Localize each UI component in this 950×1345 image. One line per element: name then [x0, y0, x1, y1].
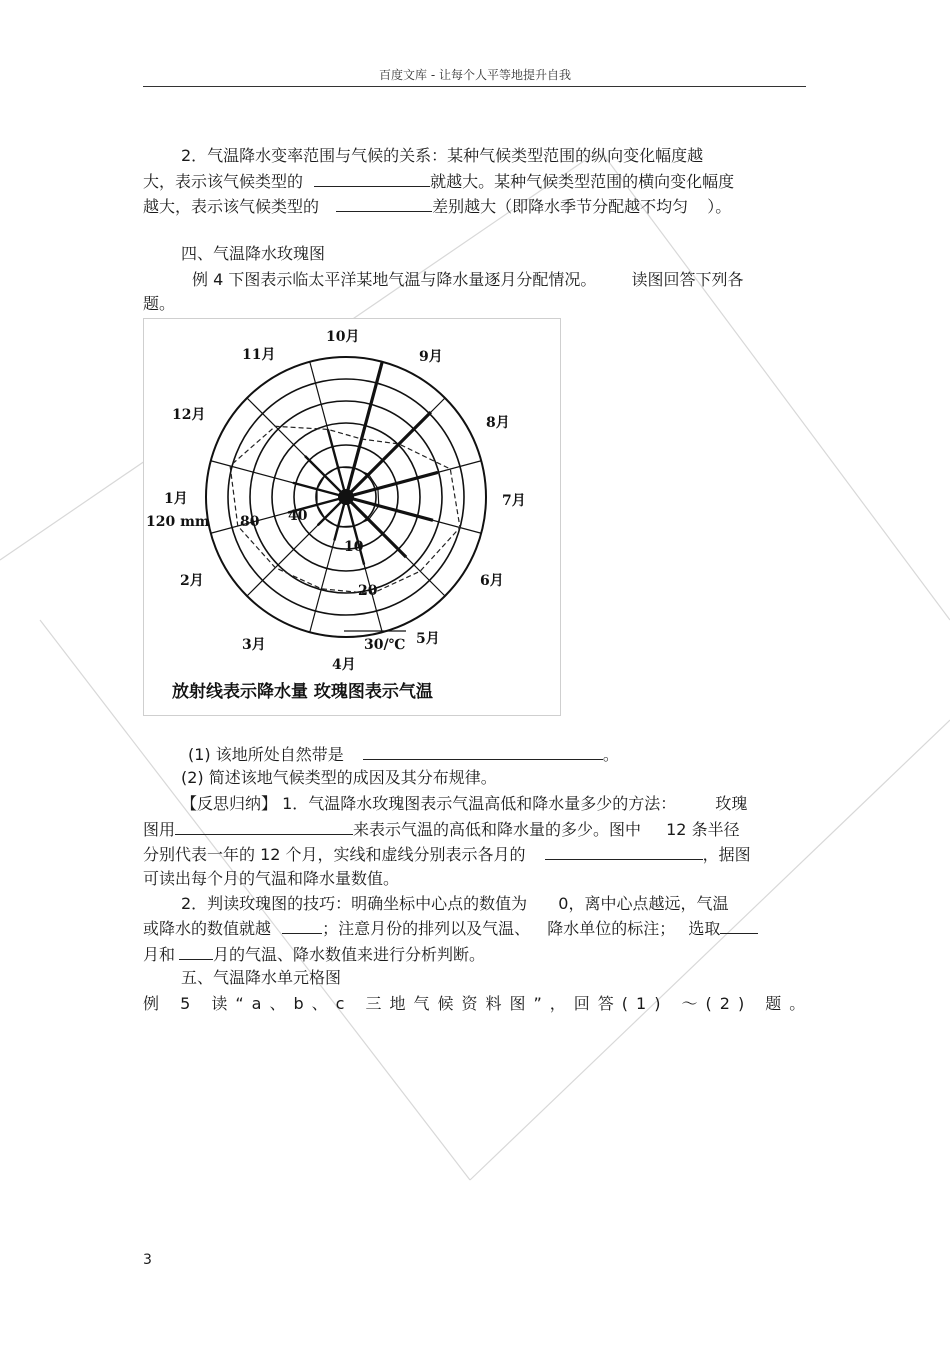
example5: 例 5 读“a、b、c 三地气候资料图”，回答(1) ～(2) 题。 [143, 994, 814, 1013]
question-2: (2) 简述该地气候类型的成因及其分布规律。 [181, 768, 497, 787]
example4-line1: 例 4 下图表示临太平洋某地气温与降水量逐月分配情况。 读图回答下列各 [192, 270, 744, 289]
reflection-line6: 或降水的数值就越 ；注意月份的排列以及气温、 降水单位的标注； 选取 [143, 918, 758, 939]
precip-label-40: 40 [288, 508, 308, 524]
blank-field[interactable] [720, 918, 758, 934]
blank-field[interactable] [282, 918, 322, 934]
month-label-9: 9月 [419, 349, 443, 365]
rose-chart-figure [143, 318, 561, 716]
blank-field[interactable] [363, 744, 603, 760]
month-label-7: 7月 [502, 493, 526, 509]
blank-field[interactable] [314, 171, 430, 187]
header-rule [143, 86, 806, 87]
month-label-1: 1月 [164, 491, 188, 507]
chart-caption: 放射线表示降水量 玫瑰图表示气温 [172, 682, 433, 702]
section5-title: 五、气温降水单元格图 [181, 968, 342, 987]
question-1: (1) 该地所处自然带是 。 [188, 745, 619, 764]
reflection-line7: 月和 月的气温、降水数值来进行分析判断。 [143, 945, 486, 964]
reflection-line3: 分别代表一年的 12 个月，实线和虚线分别表示各月的 ，据图 [143, 845, 751, 864]
blank-field[interactable] [179, 944, 213, 960]
month-label-5: 5月 [416, 631, 440, 647]
blank-field[interactable] [545, 844, 703, 860]
temp-label-10: 10 [344, 539, 364, 555]
temp-label-30: 30/℃ [364, 637, 406, 653]
month-label-10: 10月 [326, 329, 360, 345]
example4-line2: 题。 [143, 294, 176, 313]
blank-field[interactable] [336, 196, 432, 212]
rose-chart [144, 319, 560, 715]
section4-title: 四、气温降水玫瑰图 [181, 244, 326, 263]
month-label-6: 6月 [480, 573, 504, 589]
page-header: 百度文库 - 让每个人平等地提升自我 [379, 68, 571, 82]
reflection-line5: 2．判读玫瑰图的技巧：明确坐标中心点的数值为 0，离中心点越远，气温 [181, 894, 729, 913]
reflection-line1: 【反思归纳】 1．气温降水玫瑰图表示气温高低和降水量多少的方法： 玫瑰 [181, 794, 748, 813]
page-number: 3 [143, 1252, 152, 1268]
reflection-line4: 可读出每个月的气温和降水量数值。 [143, 869, 400, 888]
temp-label-20: 20 [358, 583, 378, 599]
month-label-4: 4月 [332, 657, 356, 673]
precip-label-120: 120 mm [146, 514, 210, 530]
month-label-11: 11月 [242, 347, 276, 363]
temperature-rose-dashed [230, 426, 460, 593]
month-label-12: 12月 [172, 407, 206, 423]
precip-label-80: 80 [240, 514, 260, 530]
month-label-3: 3月 [242, 637, 266, 653]
para2-line3: 越大，表示该气候类型的 差别越大（即降水季节分配越不均匀 ）。 [143, 197, 732, 216]
reflection-line2: 图用 来表示气温的高低和降水量的多少。图中 12 条半径 [143, 820, 740, 839]
center-hub [338, 489, 354, 505]
para2-line2: 大，表示该气候类型的 就越大。某种气候类型范围的横向变化幅度 [143, 172, 735, 191]
blank-field[interactable] [175, 819, 353, 835]
month-label-2: 2月 [180, 573, 204, 589]
para2-line1: 2．气温降水变率范围与气候的关系：某种气候类型范围的纵向变化幅度越 [181, 146, 704, 165]
month-label-8: 8月 [486, 415, 510, 431]
